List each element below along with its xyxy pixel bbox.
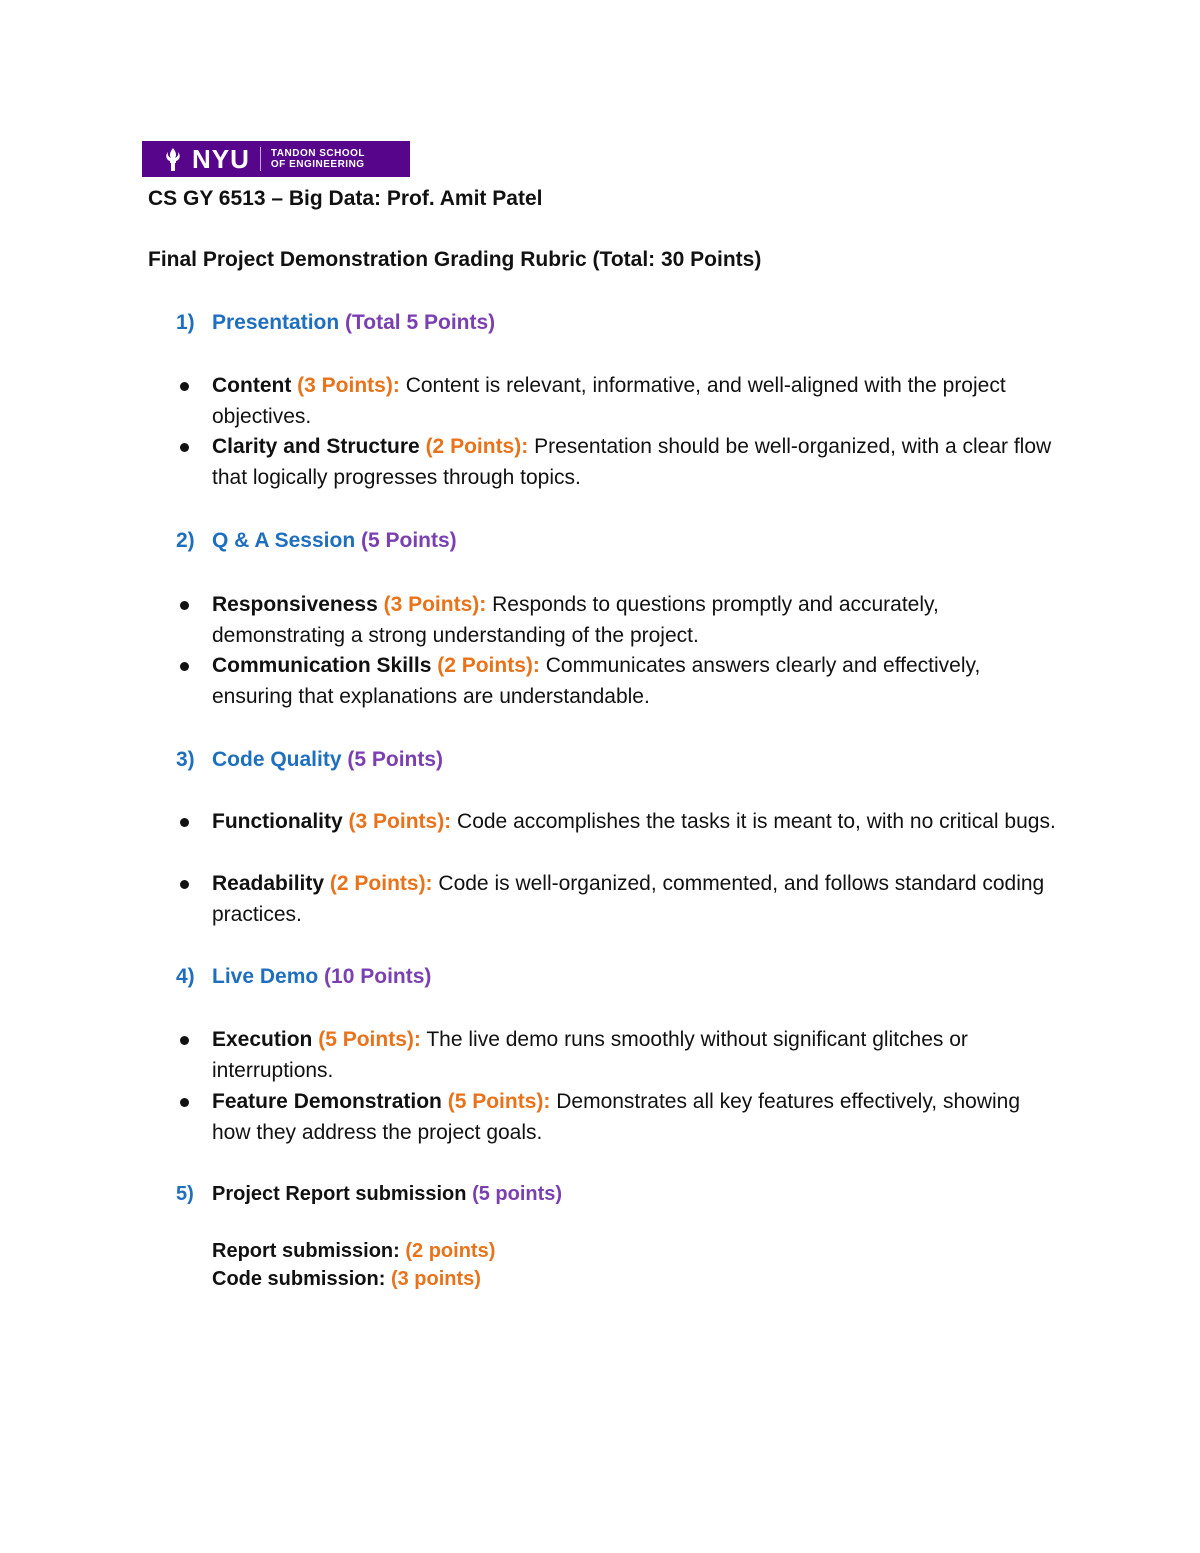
section-points: (Total 5 Points): [345, 311, 496, 334]
section-points: (5 points): [472, 1183, 563, 1205]
nyu-tandon-logo: [142, 141, 410, 177]
list-item-execution: [180, 1024, 1060, 1086]
item-points: (2 Points):: [437, 654, 540, 677]
course-title: CS GY 6513 – Big Data: Prof. Amit Patel: [148, 187, 543, 210]
section-number: 2): [176, 529, 195, 552]
subitem-code-submission: [212, 1266, 481, 1292]
item-points: (2 Points):: [329, 872, 433, 895]
section-points: (10 Points): [324, 965, 432, 988]
subitem-separator: :: [393, 1240, 400, 1262]
logo-divider: [260, 147, 261, 171]
list-item-responsiveness: [180, 589, 1060, 651]
list-item-readability: [180, 868, 1060, 930]
logo-school-line-1: TANDON SCHOOL: [270, 148, 365, 159]
item-points: (5 Points):: [318, 1028, 421, 1051]
logo-wordmark: NYU: [192, 144, 250, 174]
bullet-icon: [180, 818, 189, 827]
list-item-functionality: [180, 806, 1060, 837]
logo-school-line-2: OF ENGINEERING: [270, 159, 365, 170]
bullet-icon: [180, 880, 189, 889]
section-2-heading: [176, 528, 457, 554]
item-name: Feature Demonstration: [212, 1090, 442, 1113]
subitem-separator: :: [378, 1268, 386, 1290]
section-title: Q & A Session: [212, 529, 356, 552]
section-title: Project Report submission: [212, 1183, 467, 1205]
item-description: Code is well-organized, commented, and follows standard coding practices.: [212, 872, 1045, 926]
item-name: Content: [212, 374, 292, 397]
item-points: (3 Points):: [383, 593, 487, 616]
section-points: (5 Points): [347, 748, 444, 771]
bullet-icon: [180, 662, 189, 671]
item-description: Responds to questions promptly and accurately, demonstrating a strong understanding of the project.: [212, 593, 939, 647]
item-description: Code accomplishes the tasks it is meant to, with no critical bugs.: [457, 810, 1056, 833]
item-points: (2 Points):: [425, 435, 529, 458]
item-description: Demonstrates all key features effectively, showing how they address the project goals.: [212, 1090, 1021, 1144]
item-points: (3 Points):: [348, 810, 452, 833]
subitem-points: (2 points): [405, 1240, 496, 1262]
section-number: 5): [176, 1183, 194, 1205]
list-item-feature-demonstration: [180, 1086, 1060, 1148]
section-points: (5 Points): [361, 529, 457, 552]
item-description: Presentation should be well-organized, with a clear flow that logically progresses through topics.: [212, 435, 1052, 489]
section-1-heading: [176, 310, 495, 336]
item-name: Execution: [212, 1028, 313, 1051]
bullet-icon: [180, 382, 189, 391]
item-name: Responsiveness: [212, 593, 378, 616]
list-item-clarity-structure: [180, 431, 1060, 493]
subitem-name: Report submission: [212, 1240, 394, 1262]
list-item-content: [180, 370, 1060, 432]
item-points: (3 Points):: [297, 374, 400, 397]
item-name: Readability: [212, 872, 325, 895]
item-name: Communication Skills: [212, 654, 432, 677]
item-name: Functionality: [212, 810, 343, 833]
item-points: (5 Points):: [447, 1090, 551, 1113]
section-title: Live Demo: [212, 965, 319, 988]
section-title: Presentation: [212, 311, 340, 334]
rubric-title: Final Project Demonstration Grading Rubric (Total: 30 Points): [148, 248, 762, 271]
section-4-heading: [176, 964, 431, 990]
logo-school-name: [271, 148, 365, 170]
torch-icon: [162, 146, 184, 172]
section-number: 1): [176, 311, 195, 334]
bullet-icon: [180, 1098, 189, 1107]
section-title: Code Quality: [212, 748, 342, 771]
list-item-communication-skills: [180, 650, 1060, 712]
subitem-name: Code submission: [212, 1268, 379, 1290]
bullet-icon: [180, 1036, 189, 1045]
subitem-points: (3 points): [390, 1268, 481, 1290]
subitem-report-submission: [212, 1238, 495, 1264]
item-description: Content is relevant, informative, and well-aligned with the project objectives.: [212, 374, 1006, 428]
bullet-icon: [180, 601, 189, 610]
item-name: Clarity and Structure: [212, 435, 420, 458]
bullet-icon: [180, 443, 189, 452]
item-description: Communicates answers clearly and effectively, ensuring that explanations are understandable.: [212, 654, 981, 708]
section-5-heading: [176, 1181, 562, 1207]
section-number: 4): [176, 965, 195, 988]
section-number: 3): [176, 748, 195, 771]
section-3-heading: [176, 747, 443, 773]
item-description: The live demo runs smoothly without significant glitches or interruptions.: [212, 1028, 968, 1082]
